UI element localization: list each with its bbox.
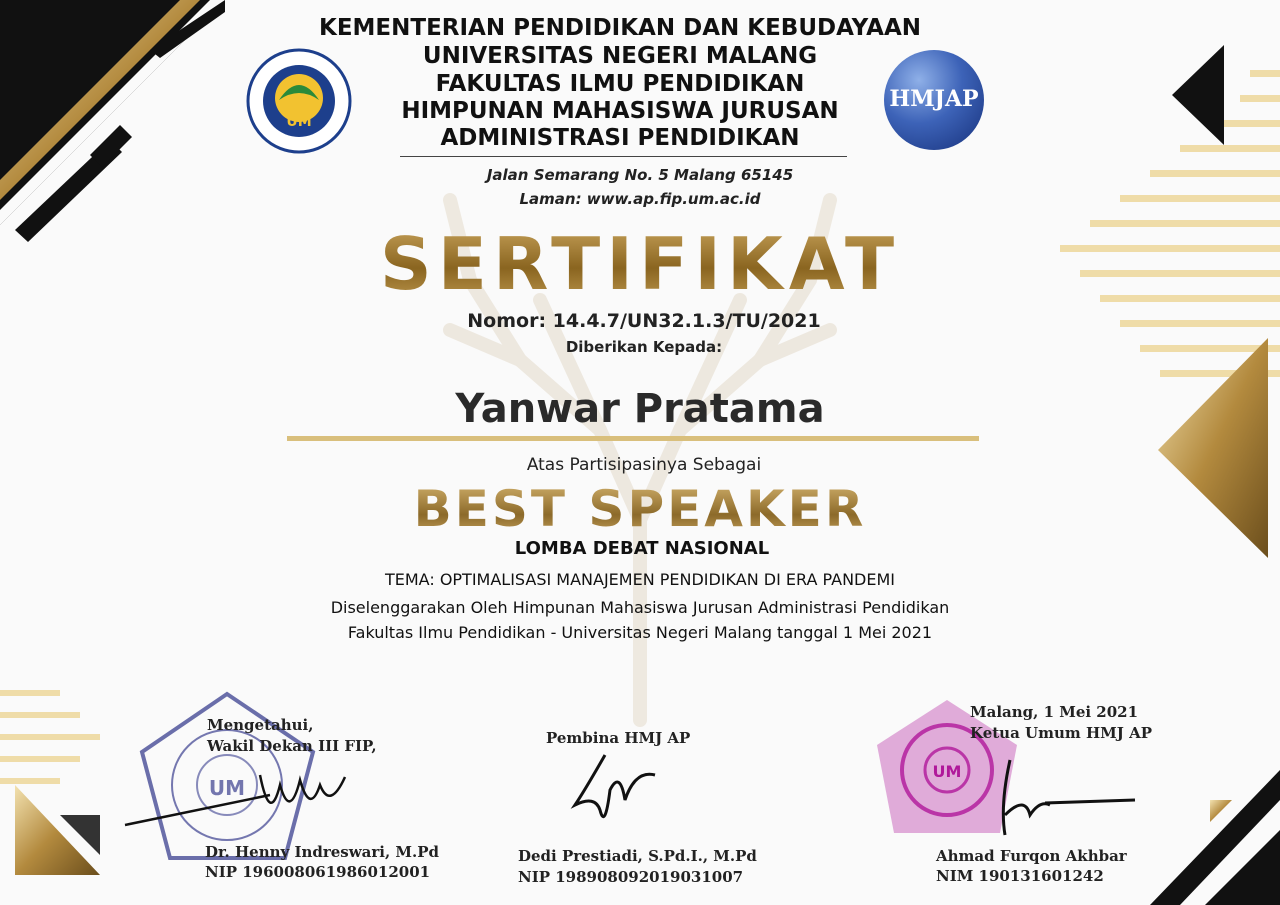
left-signer-name: Dr. Henny Indreswari, M.Pd [205,843,440,861]
middle-signer-name: Dedi Prestiadi, S.Pd.I., M.Pd [518,847,757,865]
certificate-title: SERTIFIKAT [330,222,950,306]
organizer-line-1: Diselenggarakan Oleh Himpunan Mahasiswa Jurusan Administrasi Pendidikan [330,598,950,617]
svg-text:UM: UM [932,762,962,781]
right-signer-name: Ahmad Furqon Akhbar [936,847,1127,865]
header-association: HIMPUNAN MAHASISWA JURUSAN [401,98,839,124]
hmjap-logo-text: HMJAP [889,86,979,112]
given-to-label: Diberikan Kepada: [565,338,723,356]
middle-signer-id: NIP 198908092019031007 [518,868,744,886]
header-ministry: KEMENTERIAN PENDIDIKAN DAN KEBUDAYAAN [319,15,921,41]
middle-signature [565,750,675,840]
participation-label: Atas Partisipasinya Sebagai [526,455,762,475]
organizer-line-2: Fakultas Ilmu Pendidikan - Universitas Negeri Malang tanggal 1 Mei 2021 [347,623,933,642]
certificate-number: Nomor: 14.4.7/UN32.1.3/TU/2021 [467,310,821,332]
left-sign-label-1: Mengetahui, [207,716,314,734]
event-name: LOMBA DEBAT NASIONAL [514,538,770,559]
event-theme: TEMA: OPTIMALISASI MANAJEMEN PENDIDIKAN DI ERA PANDEMI [384,570,895,589]
left-stripes [0,690,100,784]
right-sign-label: Ketua Umum HMJ AP [970,724,1152,742]
left-signer-id: NIP 196008061986012001 [205,863,431,881]
header-faculty: FAKULTAS ILMU PENDIDIKAN [435,71,805,97]
left-sign-label-2: Wakil Dekan III FIP, [207,737,377,755]
right-signer-id: NIM 190131601242 [936,867,1104,885]
header-university: UNIVERSITAS NEGERI MALANG [422,43,818,69]
svg-text:UM: UM [208,776,246,800]
header-divider [400,156,847,157]
middle-sign-label: Pembina HMJ AP [546,729,691,747]
right-stripes [1060,70,1280,377]
award-title: BEST SPEAKER [330,480,950,538]
right-signature [975,755,1145,840]
header-address: Jalan Semarang No. 5 Malang 65145 [486,166,794,184]
right-sign-date: Malang, 1 Mei 2021 [970,703,1139,721]
name-underline [287,436,979,441]
header-website: Laman: www.ap.fip.um.ac.id [519,190,761,208]
left-signature [120,765,370,835]
um-logo-abbr: UM [286,114,312,130]
recipient-name: Yanwar Pratama [455,386,825,432]
header-department: ADMINISTRASI PENDIDIKAN [440,125,800,151]
